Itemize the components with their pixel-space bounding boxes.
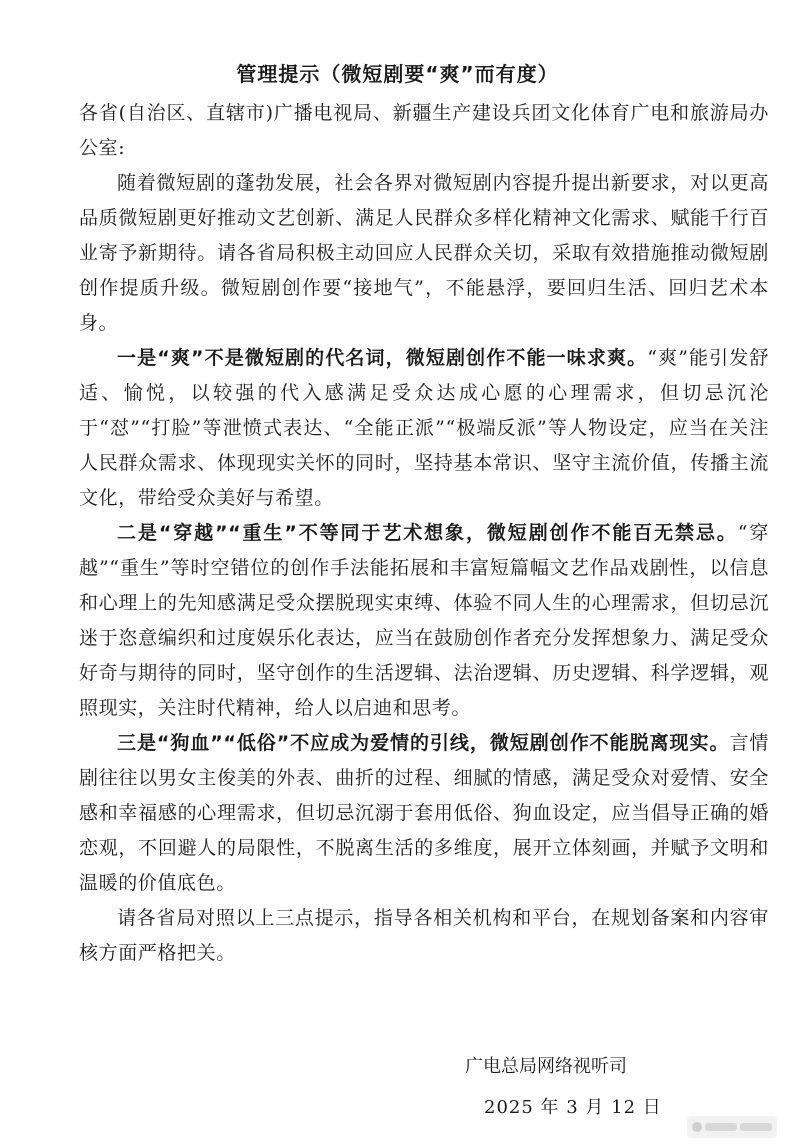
point-lead-2: 二是“穿越”“重生”不等同于艺术想象，微短剧创作不能百无禁忌。 [117,522,738,544]
signature-org: 广电总局网络视听司 [465,1056,627,1077]
watermark-bar-icon [740,1123,772,1131]
watermark-logo [687,1116,777,1138]
watermark-bar-icon [705,1123,737,1131]
point-paragraph-1 [79,341,769,516]
document-body [79,96,769,971]
signature-date: 2025 年 3 月 12 日 [484,1097,662,1118]
document-title: 管理提示（微短剧要“爽”而有度） [236,62,559,86]
point-lead-3: 三是“狗血”“低俗”不应成为爱情的引线，微短剧创作不能脱离现实。 [117,732,730,754]
point-paragraph-3 [79,726,769,901]
point-text-2: “穿越”“重生”等时空错位的创作手法能拓展和丰富短篇幅文艺作品戏剧性，以信息和心理上的先知感满足受众摆脱现实束缚、体验不同人生的心理需求，但切忌沉迷于恣意编织和过度娱乐化表达，应当在鼓励创作者充分发挥想象力、满足受众好奇与期待的同时，坚守创作的生活逻辑、法治逻辑、历史逻辑、科学逻辑，观照现实，关注时代精神，给人以启迪和思考。 [79,522,769,719]
point-text-1: “爽”能引发舒适、愉悦，以较强的代入感满足受众达成心愿的心理需求，但切忌沉沦于“怼”“打脸”等泄愤式表达、“全能正派”“极端反派”等人物设定，应当在关注人民群众需求、体现现实关怀的同时，坚持基本常识、坚守主流价值，传播主流文化，带给受众美好与希望。 [79,347,769,509]
intro-paragraph: 随着微短剧的蓬勃发展，社会各界对微短剧内容提升提出新要求，对以更高品质微短剧更好推动文艺创新、满足人民群众多样化精神文化需求、赋能千行百业寄予新期待。请各省局积极主动回应人民群众关切，采取有效措施推动微短剧创作提质升级。微短剧创作要“接地气”，不能悬浮，要回归生活、回归艺术本身。 [79,172,769,334]
watermark-circle-icon [692,1122,702,1132]
closing-paragraph: 请各省局对照以上三点提示，指导各相关机构和平台，在规划备案和内容审核方面严格把关。 [79,907,769,964]
recipient-line: 各省(自治区、直辖市)广播电视局、新疆生产建设兵团文化体育广电和旅游局办公室: [79,102,769,159]
point-text-3: 言情剧往往以男女主俊美的外表、曲折的过程、细腻的情感，满足受众对爱情、安全感和幸福感的心理需求，但切忌沉溺于套用低俗、狗血设定，应当倡导正确的婚恋观，不回避人的局限性，不脱离生活的多维度，展开立体刻画，并赋予文明和温暖的价值底色。 [79,732,770,894]
point-paragraph-2 [79,516,769,726]
point-lead-1: 一是“爽”不是微短剧的代名词，微短剧创作不能一味求爽。 [117,347,648,369]
